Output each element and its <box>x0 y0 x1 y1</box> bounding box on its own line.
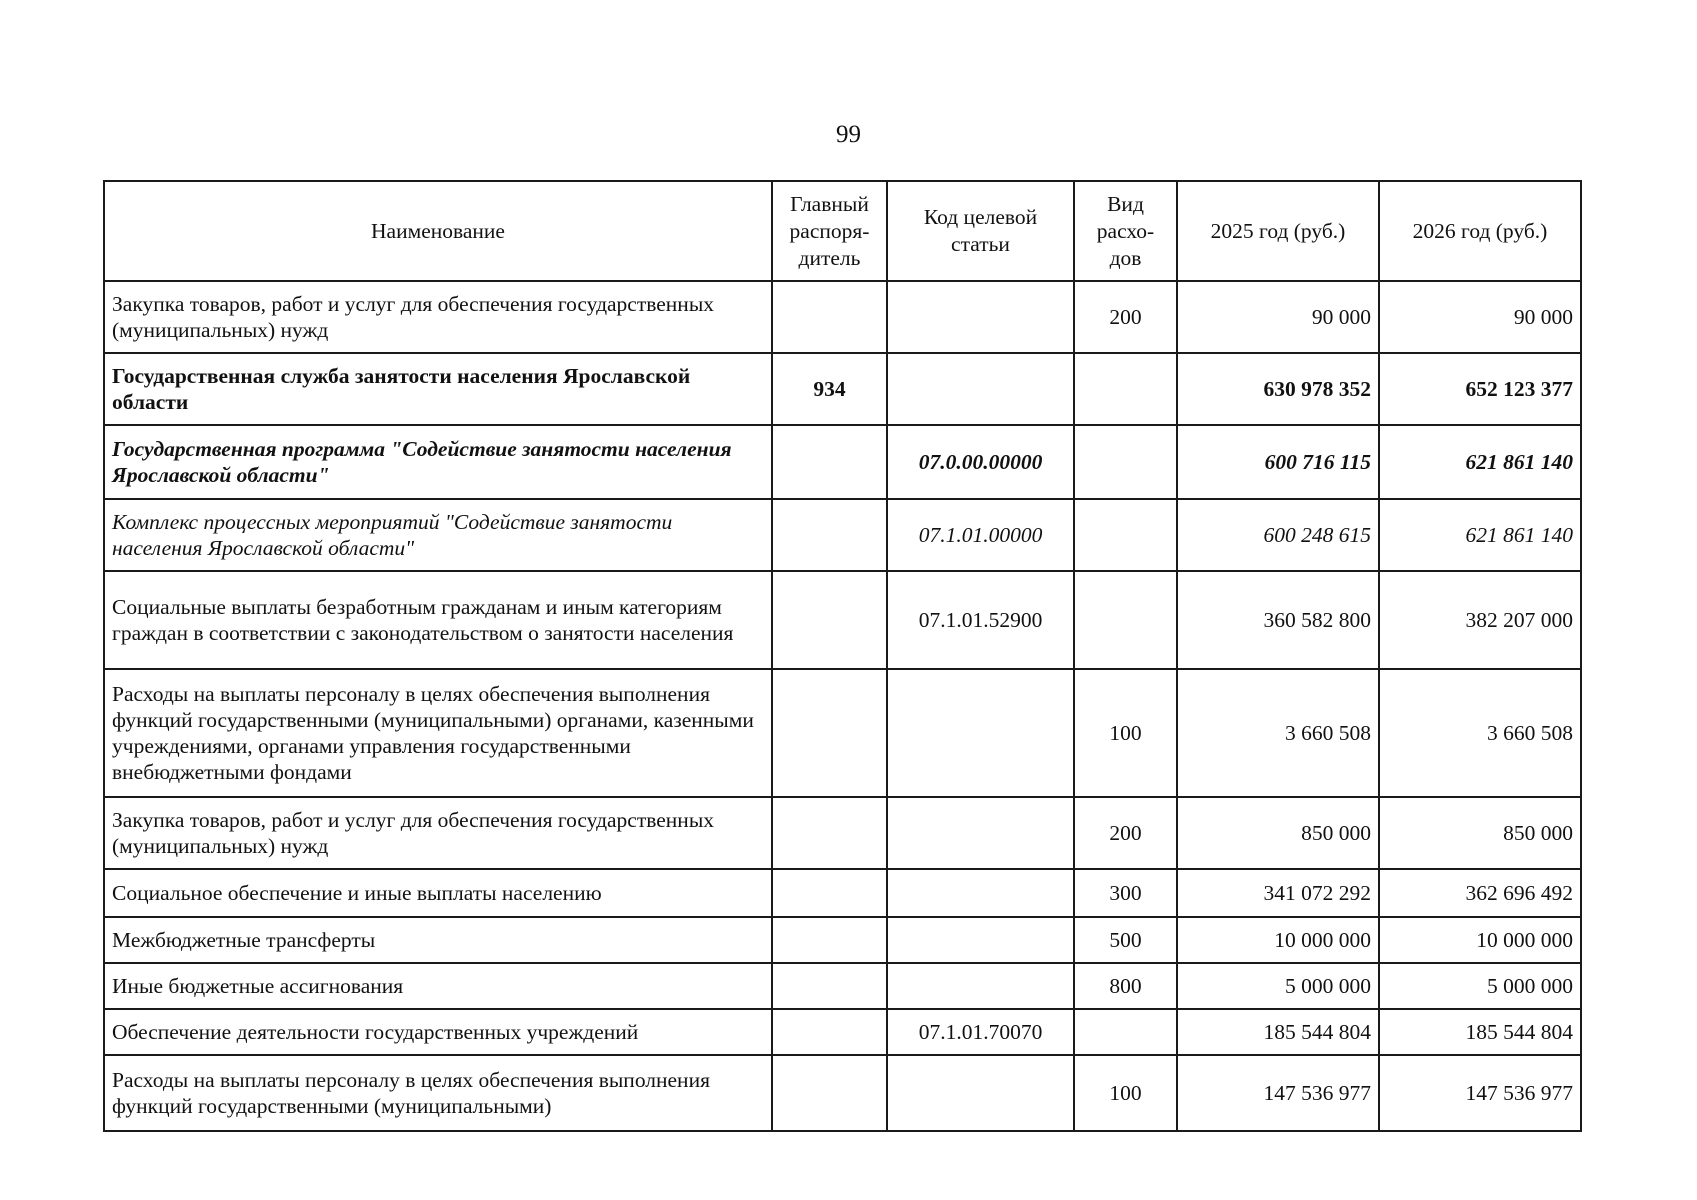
table-row <box>104 963 1581 1009</box>
cell-2025: 850 000 <box>1177 797 1379 869</box>
table-body <box>104 281 1581 1131</box>
header-grbs: Главный распоря-дитель <box>772 181 887 281</box>
cell-type: 100 <box>1074 669 1177 797</box>
cell-grbs <box>772 571 887 669</box>
table-row <box>104 1055 1581 1131</box>
cell-2025: 341 072 292 <box>1177 869 1379 917</box>
cell-2026: 382 207 000 <box>1379 571 1581 669</box>
cell-name: Расходы на выплаты персоналу в целях обеспечения выполнения функций государственными (муниципальными) <box>104 1055 772 1131</box>
cell-name: Государственная служба занятости населения Ярославской области <box>104 353 772 425</box>
cell-2026: 621 861 140 <box>1379 499 1581 571</box>
page-number: 99 <box>836 121 861 148</box>
cell-type: 500 <box>1074 917 1177 963</box>
table-row <box>104 1009 1581 1055</box>
cell-2026: 850 000 <box>1379 797 1581 869</box>
cell-code <box>887 1055 1074 1131</box>
cell-2025: 360 582 800 <box>1177 571 1379 669</box>
cell-grbs <box>772 1009 887 1055</box>
cell-code: 07.1.01.52900 <box>887 571 1074 669</box>
cell-grbs <box>772 499 887 571</box>
table-row <box>104 869 1581 917</box>
cell-grbs <box>772 869 887 917</box>
cell-name: Социальное обеспечение и иные выплаты населению <box>104 869 772 917</box>
cell-2025: 3 660 508 <box>1177 669 1379 797</box>
cell-code: 07.0.00.00000 <box>887 425 1074 499</box>
cell-type: 100 <box>1074 1055 1177 1131</box>
cell-code <box>887 669 1074 797</box>
header-code: Код целевой статьи <box>887 181 1074 281</box>
cell-2025: 5 000 000 <box>1177 963 1379 1009</box>
cell-2025: 630 978 352 <box>1177 353 1379 425</box>
cell-type: 300 <box>1074 869 1177 917</box>
header-name: Наименование <box>104 181 772 281</box>
table-row <box>104 669 1581 797</box>
cell-2026: 10 000 000 <box>1379 917 1581 963</box>
cell-2025: 600 248 615 <box>1177 499 1379 571</box>
cell-type <box>1074 499 1177 571</box>
cell-name: Закупка товаров, работ и услуг для обеспечения государственных (муниципальных) нужд <box>104 281 772 353</box>
header-type: Вид расхо-дов <box>1074 181 1177 281</box>
cell-2025: 147 536 977 <box>1177 1055 1379 1131</box>
cell-type: 800 <box>1074 963 1177 1009</box>
cell-2026: 652 123 377 <box>1379 353 1581 425</box>
cell-2026: 147 536 977 <box>1379 1055 1581 1131</box>
table-row <box>104 353 1581 425</box>
cell-code <box>887 869 1074 917</box>
cell-name: Межбюджетные трансферты <box>104 917 772 963</box>
table-row <box>104 917 1581 963</box>
cell-type: 200 <box>1074 281 1177 353</box>
cell-name: Обеспечение деятельности государственных учреждений <box>104 1009 772 1055</box>
cell-name: Социальные выплаты безработным гражданам и иным категориям граждан в соответствии с законодательством о занятости населения <box>104 571 772 669</box>
cell-2025: 10 000 000 <box>1177 917 1379 963</box>
cell-code: 07.1.01.70070 <box>887 1009 1074 1055</box>
cell-grbs <box>772 797 887 869</box>
cell-name: Иные бюджетные ассигнования <box>104 963 772 1009</box>
cell-grbs <box>772 1055 887 1131</box>
cell-2026: 3 660 508 <box>1379 669 1581 797</box>
cell-2026: 90 000 <box>1379 281 1581 353</box>
cell-grbs <box>772 425 887 499</box>
table-row <box>104 499 1581 571</box>
table-row <box>104 797 1581 869</box>
cell-2026: 5 000 000 <box>1379 963 1581 1009</box>
cell-code: 07.1.01.00000 <box>887 499 1074 571</box>
cell-type <box>1074 571 1177 669</box>
table-row <box>104 425 1581 499</box>
cell-grbs <box>772 917 887 963</box>
cell-name: Расходы на выплаты персоналу в целях обеспечения выполнения функций государственными (муниципальными) органами, казенными учреждениями, органами управления государственными внебюджетными фондами <box>104 669 772 797</box>
cell-type <box>1074 353 1177 425</box>
cell-code <box>887 963 1074 1009</box>
cell-type <box>1074 1009 1177 1055</box>
cell-grbs <box>772 963 887 1009</box>
cell-grbs <box>772 669 887 797</box>
cell-type <box>1074 425 1177 499</box>
cell-name: Комплекс процессных мероприятий "Содействие занятости населения Ярославской области" <box>104 499 772 571</box>
cell-name: Государственная программа "Содействие занятости населения Ярославской области" <box>104 425 772 499</box>
header-2026: 2026 год (руб.) <box>1379 181 1581 281</box>
cell-grbs: 934 <box>772 353 887 425</box>
table-row <box>104 281 1581 353</box>
cell-code <box>887 917 1074 963</box>
table-row <box>104 571 1581 669</box>
cell-2026: 362 696 492 <box>1379 869 1581 917</box>
cell-2026: 621 861 140 <box>1379 425 1581 499</box>
header-2025: 2025 год (руб.) <box>1177 181 1379 281</box>
cell-2025: 600 716 115 <box>1177 425 1379 499</box>
cell-2025: 90 000 <box>1177 281 1379 353</box>
cell-code <box>887 281 1074 353</box>
cell-code <box>887 353 1074 425</box>
cell-name: Закупка товаров, работ и услуг для обеспечения государственных (муниципальных) нужд <box>104 797 772 869</box>
cell-grbs <box>772 281 887 353</box>
cell-2026: 185 544 804 <box>1379 1009 1581 1055</box>
cell-code <box>887 797 1074 869</box>
cell-2025: 185 544 804 <box>1177 1009 1379 1055</box>
budget-table <box>103 180 1582 1132</box>
table-header-row <box>104 181 1581 281</box>
cell-type: 200 <box>1074 797 1177 869</box>
